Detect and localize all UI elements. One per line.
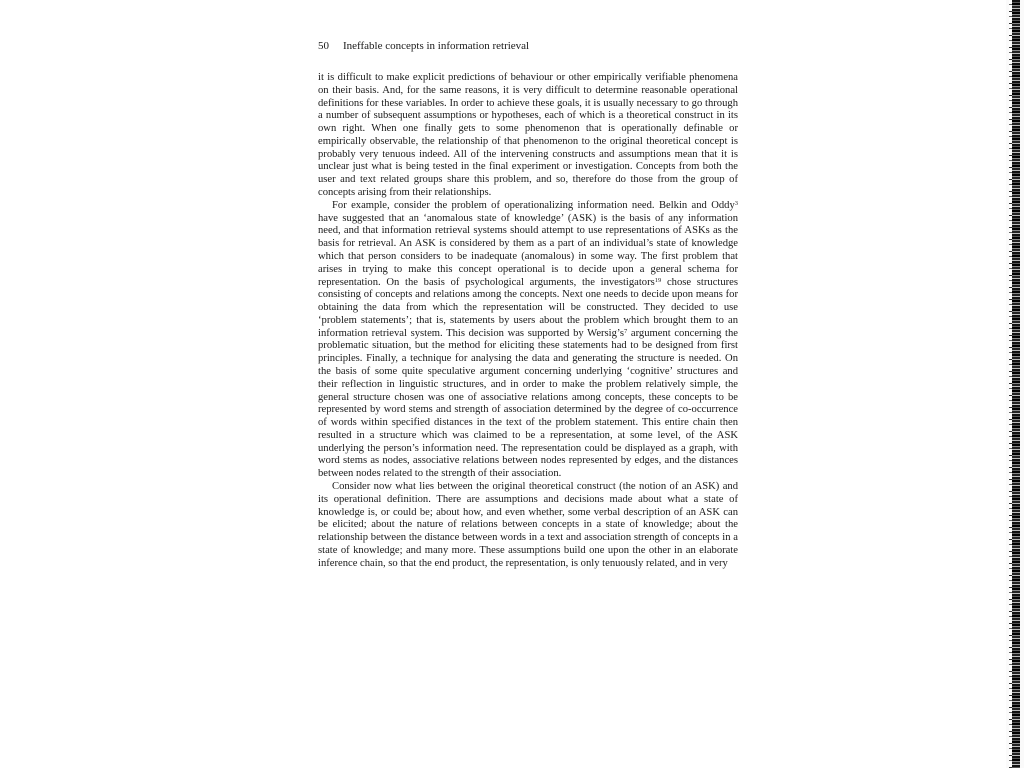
footnote-ref-3: 3	[734, 199, 738, 207]
text-run: have suggested that an ‘anomalous state of knowledge’ (ASK) is the basis of any information need, and that information retrieval systems should attempt to use representations of ASKs as the basis for retrieval. An ASK is considered by them as a part of an individual’s state of knowledge which that person considers to be inadequate (anomalous) in some way. The first problem that arises in trying to make this concept operational is to decide upon a general schema for representation. On the basis of psychological arguments, the investigators	[318, 212, 738, 288]
scan-edge	[1006, 0, 1024, 768]
text-run: Consider now what lies between the original theoretical construct (the notion of an ASK) and its operational definition. There are assumptions and decisions made about what a state of knowledge is, or could be; about how, and even whether, some verbal description of an ASK can be elicited; about the nature of relations between concepts in a state of knowledge; about the relationship between the distance between words in a text and association strength of concepts in a state of knowledge; and many more. These assumptions build one upon the other in an elaborate inference chain, so that the end product, the representation, is only tenuously related, and in very	[318, 481, 738, 569]
paragraph-2	[318, 200, 738, 481]
paragraph-3	[318, 481, 738, 570]
text-run: argument concerning the problematic situation, but the method for eliciting these statements had to be designed from first principles. Finally, a technique for analysing the data and generating the structure is needed. On the basis of some quite speculative argument concerning underlying ‘cognitive’ structures and their reflection in linguistic structures, and in order to make the problem relatively simple, the general structure chosen was one of associative relations among concepts, these concepts to be represented by word stems and strength of association determined by the degree of co-occurrence of words within specified distances in the text of the problem statement. This entire chain then resulted in a structure which was claimed to be a representation, at some level, of the ASK underlying the person’s information need. The representation could be displayed as a graph, with word stems as nodes, associative relations between nodes represented by edges, and the distances between nodes related to the strength of their association.	[318, 327, 738, 480]
paragraph-1	[318, 72, 738, 200]
footnote-ref-19: 19	[654, 276, 662, 284]
text-run: For example, consider the problem of operationalizing information need. Belkin and Oddy	[332, 199, 735, 211]
footnote-ref-7: 7	[623, 327, 628, 335]
running-title: Ineffable concepts in information retrieval	[343, 40, 530, 52]
text-run: chose structures consisting of concepts and relations among the concepts. Next one needs to decide upon means for obtaining the data from which the representation will be constructed. They decided to use ‘problem statements’; that is, statements by users about the problem which brought them to an information retrieval system. This decision was supported by Wersig’s	[318, 276, 738, 339]
page-number: 50	[318, 40, 329, 52]
running-header	[318, 40, 529, 52]
body-text	[318, 72, 738, 570]
text-run: it is difficult to make explicit predictions of behaviour or other empirically verifiable phenomena on their basis. And, for the same reasons, it is very difficult to determine reasonable operational definitions for these variables. In order to achieve these goals, it is usually necessary to go through a number of subsequent assumptions or hypotheses, each of which is a theoretical construct in its own right. When one finally gets to some phenomenon that is operationally definable or empirically observable, the relationship of that phenomenon to the original theoretical concept is probably very tenuous indeed. All of the intervening constructs and assumptions mean that it is unclear just what is being tested in the final experiment or investigation. Concepts from both the user and text related groups share this problem, and so, therefore do those from the group of concepts arising from their relationships.	[318, 72, 738, 199]
scan-edge-artifact	[1012, 0, 1020, 768]
